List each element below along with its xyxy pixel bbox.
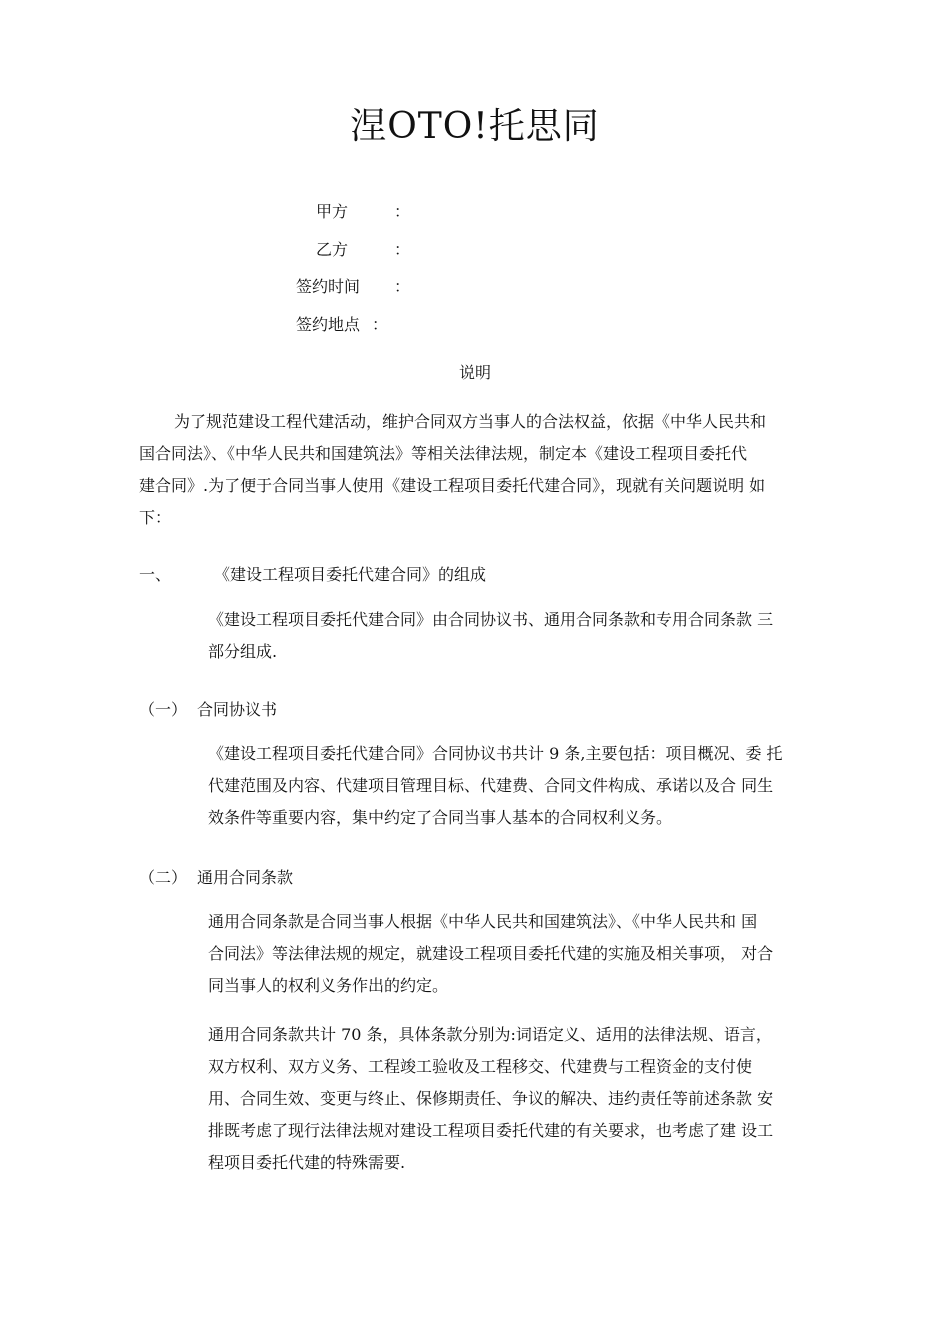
text-line: 下：	[139, 508, 172, 527]
field-label: 签约地点	[296, 315, 361, 334]
field-label: 乙方	[316, 240, 349, 259]
text-line: 程项目委托代建的特殊需要.	[208, 1153, 406, 1172]
text-line: 国合同法》、《中华人民共和国建筑法》等相关法律法规，制定本《建设工程项目委托代	[139, 444, 748, 463]
text-line: 排既考虑了现行法律法规对建设工程项目委托代建的有关要求，也考虑了建 设工	[208, 1121, 774, 1140]
field-label: 签约时间	[296, 277, 361, 296]
text-line: 《建设工程项目委托代建合同》由合同协议书、通用合同条款和专用合同条款 三	[208, 610, 774, 629]
text-line: 《建设工程项目委托代建合同》合同协议书共计 9 条,主要包括：项目概况、委 托	[208, 744, 783, 763]
field-colon: ：	[394, 240, 411, 259]
field-label: 甲方	[316, 202, 349, 221]
field-colon: ：	[372, 315, 389, 334]
subsection-body	[208, 906, 828, 1002]
field-party-b	[296, 237, 496, 261]
text-line: 双方权利、双方义务、工程竣工验收及工程移交、代建费与工程资金的支付使	[208, 1057, 753, 1076]
document-title: 涅OTO!托思同	[350, 106, 600, 147]
subsection-body	[208, 1019, 828, 1179]
text-line: 为了规范建设工程代建活动，维护合同双方当事人的合法权益，依据《中华人民共和	[174, 412, 767, 431]
subsection-title: 通用合同条款	[197, 868, 294, 887]
text-line: 部分组成.	[208, 642, 278, 661]
text-line: 合同法》等法律法规的规定，就建设工程项目委托代建的实施及相关事项， 对合	[208, 944, 774, 963]
field-sign-place	[296, 312, 496, 336]
subsection-title: 合同协议书	[197, 700, 278, 719]
subsection-heading	[139, 697, 277, 720]
subsection-body	[208, 738, 828, 834]
text-line: 同当事人的权利义务作出的约定。	[208, 976, 449, 995]
text-line: 效条件等重要内容，集中约定了合同当事人基本的合同权利义务。	[208, 808, 673, 827]
section-heading	[139, 562, 486, 585]
explanation-heading: 说明	[458, 363, 491, 382]
text-line: 代建范围及内容、代建项目管理目标、代建费、合同文件构成、承诺以及合 同生	[208, 776, 774, 795]
section-number: 一、	[139, 565, 172, 584]
section-body	[208, 604, 828, 668]
field-colon: ：	[394, 202, 411, 221]
subsection-number: （一）	[139, 700, 188, 719]
subsection-number: （二）	[139, 868, 188, 887]
section-title: 《建设工程项目委托代建合同》的组成	[214, 565, 487, 584]
text-line: 通用合同条款共计 70 条，具体条款分别为:词语定义、适用的法律法规、语言，	[208, 1025, 772, 1044]
text-line: 建合同》.为了便于合同当事人使用《建设工程项目委托代建合同》，现就有关问题说明 如	[139, 476, 766, 495]
field-sign-time	[296, 274, 496, 298]
text-line: 通用合同条款是合同当事人根据《中华人民共和国建筑法》、《中华人民共和 国	[208, 912, 758, 931]
field-colon: ：	[394, 277, 411, 296]
intro-paragraph	[139, 406, 819, 534]
text-line: 用、合同生效、变更与终止、保修期责任、争议的解决、违约责任等前述条款 安	[208, 1089, 774, 1108]
subsection-heading	[139, 865, 293, 888]
field-party-a	[296, 199, 496, 223]
